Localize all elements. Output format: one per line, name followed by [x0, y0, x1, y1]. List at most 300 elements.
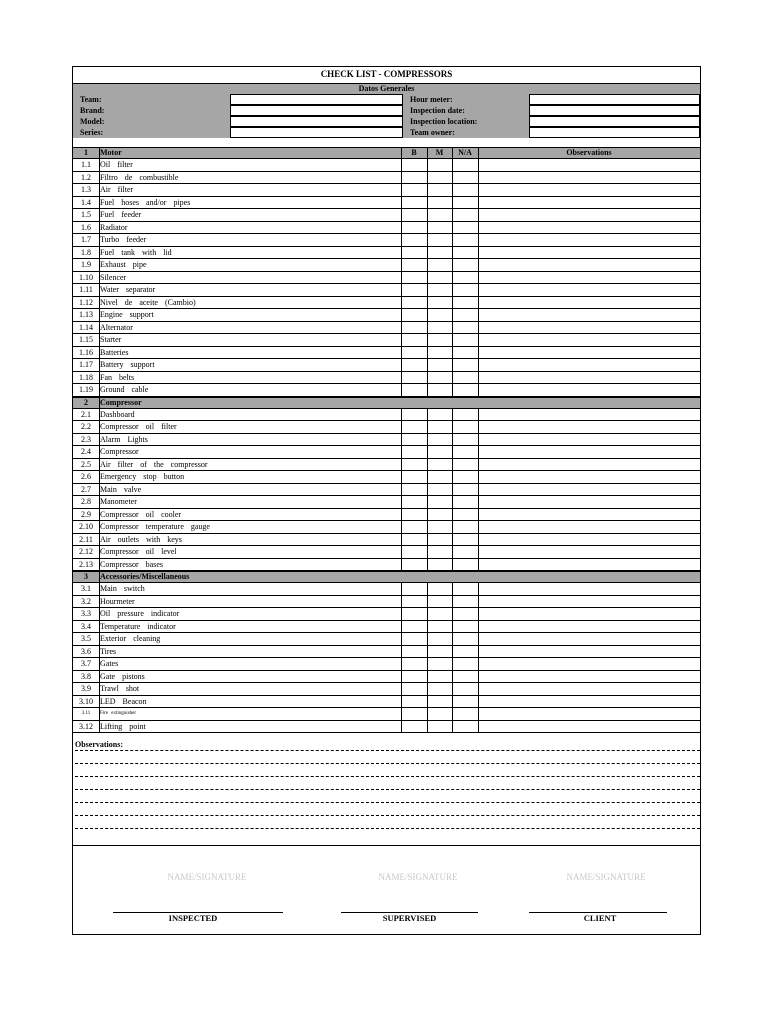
item-number: 3.8	[81, 671, 91, 681]
checklist-row	[73, 322, 700, 335]
na-checkbox[interactable]	[452, 309, 478, 321]
divider	[99, 184, 100, 196]
item-label: Main switch	[100, 584, 145, 593]
client-label: CLIENT	[583, 913, 617, 923]
checklist-row	[73, 471, 700, 484]
divider	[99, 322, 100, 334]
divider	[99, 509, 100, 521]
item-number: 2.6	[81, 472, 91, 481]
b-checkbox[interactable]	[401, 721, 427, 733]
na-checkbox[interactable]	[452, 322, 478, 334]
checklist-row	[73, 671, 700, 684]
hour-meter-label: Hour meter:	[403, 94, 529, 105]
observation-cell[interactable]	[478, 384, 700, 396]
observation-cell[interactable]	[478, 247, 700, 259]
na-checkbox[interactable]	[452, 696, 478, 708]
na-checkbox[interactable]	[452, 197, 478, 209]
divider	[99, 521, 100, 533]
checklist-row	[73, 259, 700, 272]
item-label: Compressor temperature gauge	[100, 522, 210, 531]
b-checkbox[interactable]	[401, 297, 427, 309]
na-checkbox[interactable]	[452, 347, 478, 359]
observation-line[interactable]	[75, 828, 700, 829]
na-checkbox[interactable]	[452, 159, 478, 171]
na-checkbox[interactable]	[452, 297, 478, 309]
item-label: Silencer	[100, 272, 127, 282]
model-field[interactable]	[230, 116, 403, 127]
observation-cell[interactable]	[478, 284, 700, 296]
observation-cell[interactable]	[478, 546, 700, 558]
m-checkbox[interactable]	[427, 608, 452, 620]
m-checkbox[interactable]	[427, 509, 452, 521]
observation-cell[interactable]	[478, 272, 700, 284]
observation-cell[interactable]	[478, 334, 700, 346]
item-number: 2.13	[79, 559, 93, 569]
na-checkbox[interactable]	[452, 409, 478, 421]
observation-cell[interactable]	[478, 372, 700, 384]
brand-field[interactable]	[230, 105, 403, 116]
inspected-name-hint: NAME/SIGNATURE	[167, 872, 247, 882]
na-checkbox[interactable]	[452, 658, 478, 670]
na-checkbox[interactable]	[452, 234, 478, 246]
item-number: 1.18	[79, 372, 93, 382]
m-checkbox[interactable]	[427, 521, 452, 533]
m-checkbox[interactable]	[427, 209, 452, 221]
observation-cell[interactable]	[478, 721, 700, 733]
na-checkbox[interactable]	[452, 172, 478, 184]
m-checkbox[interactable]	[427, 671, 452, 683]
na-checkbox[interactable]	[452, 247, 478, 259]
observation-cell[interactable]	[478, 683, 700, 695]
item-label: Fuel feeder	[100, 210, 142, 219]
checklist-row	[73, 446, 700, 459]
observation-line[interactable]	[75, 815, 700, 816]
b-checkbox[interactable]	[401, 596, 427, 608]
observation-cell[interactable]	[478, 172, 700, 184]
b-checkbox[interactable]	[401, 259, 427, 271]
observation-cell[interactable]	[478, 297, 700, 309]
observation-line[interactable]	[75, 763, 700, 764]
observation-cell[interactable]	[478, 496, 700, 508]
observation-cell[interactable]	[478, 521, 700, 533]
na-checkbox[interactable]	[452, 222, 478, 234]
divider	[99, 159, 100, 171]
m-checkbox[interactable]	[427, 322, 452, 334]
divider	[99, 446, 100, 458]
na-checkbox[interactable]	[452, 359, 478, 371]
observation-cell[interactable]	[478, 434, 700, 446]
item-label: Temperature indicator	[100, 621, 176, 631]
item-label: Alternator	[100, 322, 133, 332]
na-checkbox[interactable]	[452, 633, 478, 645]
m-checkbox[interactable]	[427, 334, 452, 346]
b-checkbox[interactable]	[401, 172, 427, 184]
na-checkbox[interactable]	[452, 471, 478, 483]
observation-cell[interactable]	[478, 696, 700, 708]
checklist-row	[73, 347, 700, 360]
checklist-row	[73, 608, 700, 621]
na-checkbox[interactable]	[452, 608, 478, 620]
observation-line[interactable]	[75, 802, 700, 803]
m-checkbox[interactable]	[427, 284, 452, 296]
observation-cell[interactable]	[478, 471, 700, 483]
na-checkbox[interactable]	[452, 272, 478, 284]
na-checkbox[interactable]	[452, 583, 478, 595]
checklist-row	[73, 696, 700, 709]
divider	[99, 259, 100, 271]
item-number: 1.11	[79, 285, 93, 294]
series-field[interactable]	[230, 127, 403, 138]
m-checkbox[interactable]	[427, 721, 452, 733]
b-checkbox[interactable]	[401, 384, 427, 396]
m-checkbox[interactable]	[427, 222, 452, 234]
na-checkbox[interactable]	[452, 509, 478, 521]
item-number: 2.11	[79, 534, 93, 544]
b-checkbox[interactable]	[401, 197, 427, 209]
divider	[99, 421, 100, 433]
section-number: 1	[84, 148, 88, 157]
m-checkbox[interactable]	[427, 658, 452, 670]
item-label: Fuel hoses and/or pipes	[100, 197, 191, 207]
m-checkbox[interactable]	[427, 372, 452, 384]
b-checkbox[interactable]	[401, 683, 427, 695]
model-label: Model:	[73, 116, 230, 127]
divider	[99, 471, 100, 483]
divider	[99, 621, 100, 633]
b-checkbox[interactable]	[401, 484, 427, 496]
na-checkbox[interactable]	[452, 446, 478, 458]
team-owner-label: Team owner:	[403, 127, 529, 138]
divider	[99, 459, 100, 471]
divider	[99, 234, 100, 246]
divider	[99, 347, 100, 359]
observation-cell[interactable]	[478, 234, 700, 246]
general-data-heading: Datos Generales	[73, 84, 700, 94]
divider	[99, 696, 100, 708]
m-checkbox[interactable]	[427, 633, 452, 645]
item-label: Gates	[100, 659, 119, 668]
b-checkbox[interactable]	[401, 496, 427, 508]
item-label: Alarm Lights	[100, 434, 148, 444]
item-label: Tires	[100, 646, 117, 656]
divider	[99, 359, 100, 371]
observation-cell[interactable]	[478, 658, 700, 670]
m-checkbox[interactable]	[427, 559, 452, 571]
na-checkbox[interactable]	[452, 334, 478, 346]
m-checkbox[interactable]	[427, 297, 452, 309]
b-checkbox[interactable]	[401, 708, 427, 720]
divider	[99, 284, 100, 296]
b-checkbox[interactable]	[401, 247, 427, 259]
item-label: Starter	[100, 335, 122, 344]
m-checkbox[interactable]	[427, 708, 452, 720]
na-checkbox[interactable]	[452, 284, 478, 296]
checklist-row	[73, 284, 700, 297]
m-checkbox[interactable]	[427, 496, 452, 508]
team-owner-field[interactable]	[529, 127, 700, 138]
observation-cell[interactable]	[478, 259, 700, 271]
m-checkbox[interactable]	[427, 434, 452, 446]
m-checkbox[interactable]	[427, 459, 452, 471]
checklist-row	[73, 234, 700, 247]
divider	[401, 148, 402, 158]
section-name: Compressor	[100, 397, 142, 407]
column-header-na: N/A	[458, 148, 472, 157]
m-checkbox[interactable]	[427, 646, 452, 658]
observation-cell[interactable]	[478, 359, 700, 371]
divider	[478, 148, 479, 158]
m-checkbox[interactable]	[427, 471, 452, 483]
observation-cell[interactable]	[478, 184, 700, 196]
m-checkbox[interactable]	[427, 546, 452, 558]
observations-label: Observations:	[75, 740, 123, 749]
item-label: Trawl shot	[100, 684, 140, 693]
observation-cell[interactable]	[478, 534, 700, 546]
b-checkbox[interactable]	[401, 272, 427, 284]
m-checkbox[interactable]	[427, 184, 452, 196]
item-number: 1.8	[81, 247, 91, 257]
observation-cell[interactable]	[478, 484, 700, 496]
b-checkbox[interactable]	[401, 372, 427, 384]
b-checkbox[interactable]	[401, 621, 427, 633]
na-checkbox[interactable]	[452, 184, 478, 196]
b-checkbox[interactable]	[401, 633, 427, 645]
inspected-label: INSPECTED	[168, 913, 218, 923]
observation-cell[interactable]	[478, 671, 700, 683]
na-checkbox[interactable]	[452, 646, 478, 658]
na-checkbox[interactable]	[452, 259, 478, 271]
divider	[99, 297, 100, 309]
observation-line[interactable]	[75, 750, 700, 751]
observation-cell[interactable]	[478, 608, 700, 620]
item-label: Oil filter	[100, 160, 133, 169]
section-number: 3	[84, 572, 88, 581]
na-checkbox[interactable]	[452, 372, 478, 384]
m-checkbox[interactable]	[427, 421, 452, 433]
b-checkbox[interactable]	[401, 521, 427, 533]
item-number: 2.5	[81, 459, 91, 469]
divider	[99, 222, 100, 234]
b-checkbox[interactable]	[401, 209, 427, 221]
b-checkbox[interactable]	[401, 222, 427, 234]
checklist-row	[73, 409, 700, 422]
checklist-row	[73, 708, 700, 721]
b-checkbox[interactable]	[401, 646, 427, 658]
m-checkbox[interactable]	[427, 197, 452, 209]
m-checkbox[interactable]	[427, 596, 452, 608]
m-checkbox[interactable]	[427, 446, 452, 458]
m-checkbox[interactable]	[427, 359, 452, 371]
divider	[99, 608, 100, 620]
item-label: Air outlets with keys	[100, 534, 182, 544]
na-checkbox[interactable]	[452, 534, 478, 546]
item-number: 1.2	[81, 172, 91, 182]
checklist-row	[73, 534, 700, 547]
observation-cell[interactable]	[478, 409, 700, 421]
b-checkbox[interactable]	[401, 284, 427, 296]
b-checkbox[interactable]	[401, 234, 427, 246]
observation-cell[interactable]	[478, 222, 700, 234]
observation-cell[interactable]	[478, 421, 700, 433]
b-checkbox[interactable]	[401, 347, 427, 359]
b-checkbox[interactable]	[401, 309, 427, 321]
m-checkbox[interactable]	[427, 696, 452, 708]
divider	[99, 559, 100, 571]
item-label: Hourmeter	[100, 596, 135, 606]
m-checkbox[interactable]	[427, 347, 452, 359]
item-number: 1.10	[79, 272, 93, 282]
item-label: Compressor bases	[100, 559, 163, 569]
item-label: LED Beacon	[100, 696, 147, 706]
item-label: Lifting point	[100, 721, 146, 731]
na-checkbox[interactable]	[452, 496, 478, 508]
na-checkbox[interactable]	[452, 708, 478, 720]
b-checkbox[interactable]	[401, 608, 427, 620]
m-checkbox[interactable]	[427, 259, 452, 271]
general-row	[73, 127, 700, 138]
na-checkbox[interactable]	[452, 421, 478, 433]
na-checkbox[interactable]	[452, 521, 478, 533]
m-checkbox[interactable]	[427, 384, 452, 396]
b-checkbox[interactable]	[401, 671, 427, 683]
item-label: Fire extinguisher	[100, 711, 137, 716]
divider	[99, 197, 100, 209]
na-checkbox[interactable]	[452, 484, 478, 496]
item-number: 3.7	[81, 659, 91, 668]
item-number: 2.7	[81, 484, 91, 494]
observation-cell[interactable]	[478, 309, 700, 321]
observation-cell[interactable]	[478, 596, 700, 608]
na-checkbox[interactable]	[452, 721, 478, 733]
b-checkbox[interactable]	[401, 509, 427, 521]
item-number: 1.3	[81, 185, 91, 194]
checklist-row	[73, 546, 700, 559]
inspection-location-field[interactable]	[529, 116, 700, 127]
b-checkbox[interactable]	[401, 696, 427, 708]
b-checkbox[interactable]	[401, 546, 427, 558]
column-header-m: M	[435, 148, 444, 157]
observation-cell[interactable]	[478, 446, 700, 458]
b-checkbox[interactable]	[401, 421, 427, 433]
na-checkbox[interactable]	[452, 434, 478, 446]
m-checkbox[interactable]	[427, 409, 452, 421]
m-checkbox[interactable]	[427, 272, 452, 284]
observation-cell[interactable]	[478, 459, 700, 471]
na-checkbox[interactable]	[452, 559, 478, 571]
checklist-row	[73, 172, 700, 185]
b-checkbox[interactable]	[401, 184, 427, 196]
na-checkbox[interactable]	[452, 384, 478, 396]
item-number: 1.5	[81, 210, 91, 219]
inspection-location-label: Inspection location:	[403, 116, 529, 127]
na-checkbox[interactable]	[452, 209, 478, 221]
na-checkbox[interactable]	[452, 671, 478, 683]
observation-cell[interactable]	[478, 559, 700, 571]
section-header	[73, 571, 700, 583]
b-checkbox[interactable]	[401, 459, 427, 471]
na-checkbox[interactable]	[452, 546, 478, 558]
divider	[99, 409, 100, 421]
na-checkbox[interactable]	[452, 683, 478, 695]
b-checkbox[interactable]	[401, 583, 427, 595]
checklist-row	[73, 559, 700, 572]
team-field[interactable]	[230, 94, 403, 105]
m-checkbox[interactable]	[427, 247, 452, 259]
m-checkbox[interactable]	[427, 484, 452, 496]
observation-cell[interactable]	[478, 197, 700, 209]
observation-cell[interactable]	[478, 646, 700, 658]
team-label: Team:	[73, 94, 230, 105]
observation-cell[interactable]	[478, 621, 700, 633]
b-checkbox[interactable]	[401, 359, 427, 371]
checklist-row	[73, 309, 700, 322]
observation-cell[interactable]	[478, 708, 700, 720]
b-checkbox[interactable]	[401, 534, 427, 546]
checklist-row	[73, 209, 700, 222]
observation-line[interactable]	[75, 789, 700, 790]
column-header-observations: Observations	[566, 148, 612, 157]
divider	[99, 534, 100, 546]
b-checkbox[interactable]	[401, 159, 427, 171]
b-checkbox[interactable]	[401, 446, 427, 458]
b-checkbox[interactable]	[401, 409, 427, 421]
na-checkbox[interactable]	[452, 621, 478, 633]
divider	[99, 546, 100, 558]
m-checkbox[interactable]	[427, 309, 452, 321]
item-label: Manometer	[100, 497, 137, 506]
item-number: 2.3	[81, 434, 91, 444]
m-checkbox[interactable]	[427, 234, 452, 246]
observation-cell[interactable]	[478, 322, 700, 334]
b-checkbox[interactable]	[401, 658, 427, 670]
observation-cell[interactable]	[478, 209, 700, 221]
na-checkbox[interactable]	[452, 596, 478, 608]
m-checkbox[interactable]	[427, 159, 452, 171]
checklist-row	[73, 421, 700, 434]
divider	[99, 384, 100, 396]
m-checkbox[interactable]	[427, 534, 452, 546]
observation-cell[interactable]	[478, 633, 700, 645]
b-checkbox[interactable]	[401, 434, 427, 446]
item-number: 3.4	[81, 621, 91, 631]
checklist-row	[73, 297, 700, 310]
m-checkbox[interactable]	[427, 172, 452, 184]
hour-meter-field[interactable]	[529, 94, 700, 105]
item-number: 3.2	[81, 596, 91, 606]
item-label: Turbo feeder	[100, 235, 147, 244]
observation-cell[interactable]	[478, 583, 700, 595]
checklist-row	[73, 721, 700, 734]
m-checkbox[interactable]	[427, 583, 452, 595]
item-number: 3.9	[81, 684, 91, 693]
b-checkbox[interactable]	[401, 334, 427, 346]
b-checkbox[interactable]	[401, 471, 427, 483]
observation-cell[interactable]	[478, 347, 700, 359]
observation-cell[interactable]	[478, 509, 700, 521]
na-checkbox[interactable]	[452, 459, 478, 471]
m-checkbox[interactable]	[427, 683, 452, 695]
inspection-date-field[interactable]	[529, 105, 700, 116]
item-label: Fuel tank with lid	[100, 247, 172, 257]
m-checkbox[interactable]	[427, 621, 452, 633]
observation-cell[interactable]	[478, 159, 700, 171]
item-number: 1.13	[79, 310, 93, 319]
observation-line[interactable]	[75, 776, 700, 777]
b-checkbox[interactable]	[401, 559, 427, 571]
inspection-date-label: Inspection date:	[403, 105, 529, 116]
item-label: Dashboard	[100, 409, 135, 419]
b-checkbox[interactable]	[401, 322, 427, 334]
